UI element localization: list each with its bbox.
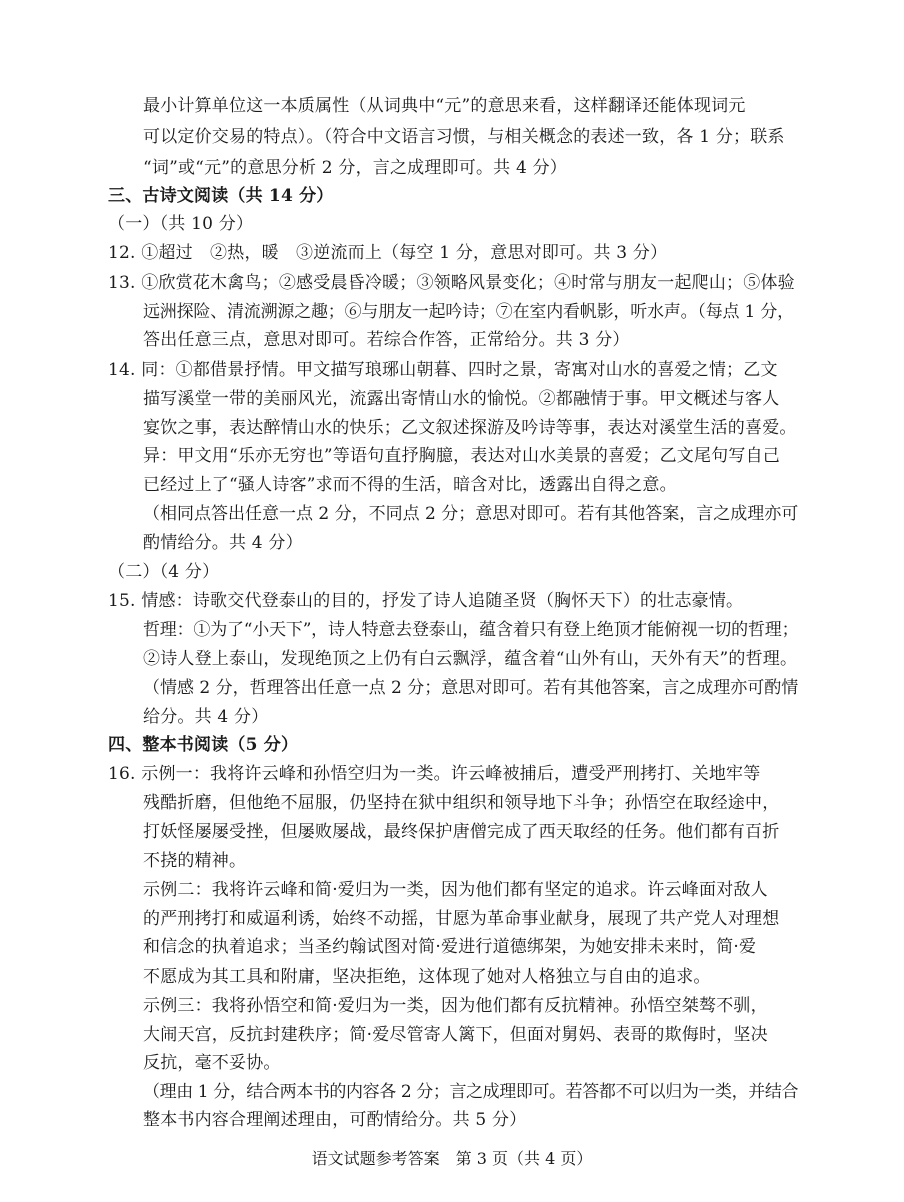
text-line: 可以定价交易的特点）。（符合中文语言习惯，与相关概念的表述一致，各 1 分；联系 — [143, 127, 785, 147]
text-line: 和信念的执着追求；当圣约翰试图对简·爱进行道德绑架，为她安排未来时，简·爱 — [143, 937, 757, 957]
text-line: （理由 1 分，结合两本书的内容各 2 分；言之成理即可。若答都不可以归为一类，并结合 — [143, 1082, 799, 1102]
text-line: 酌情给分。共 4 分） — [143, 533, 303, 553]
text-line: ②诗人登上泰山，发现绝顶之上仍有白云飘浮，蕴含着“山外有山，天外有天”的哲理。 — [143, 649, 798, 669]
text-line: 最小计算单位这一本质属性（从词典中“元”的意思来看，这样翻译还能体现词元 — [143, 96, 746, 116]
text-line: 异：甲文用“乐亦无穷也”等语句直抒胸臆，表达对山水美景的喜爱；乙文尾句写自己 — [143, 446, 780, 466]
text-line: 远洲探险、清流溯源之趣；⑥与朋友一起吟诗；⑦在室内看帆影，听水声。（每点 1 分， — [143, 302, 794, 322]
text-line: 哲理：①为了“小天下”，诗人特意去登泰山，蕴含着只有登上绝顶才能俯视一切的哲理； — [143, 620, 799, 640]
text-line: （相同点答出任意一点 2 分，不同点 2 分；意思对即可。若有其他答案，言之成理亦可 — [143, 504, 799, 524]
text-line: 已经过上了“骚人诗客”求而不得的生活，暗含对比，透露出自得之意。 — [143, 475, 677, 495]
page-footer: 语文试题参考答案 第 3 页（共 4 页） — [311, 1149, 593, 1168]
answer-13: 13. ①欣赏花木禽鸟；②感受晨昏冷暖；③领略风景变化；④时常与朋友一起爬山；⑤体验 — [108, 273, 795, 293]
answer-15: 15. 情感：诗歌交代登泰山的目的，抒发了诗人追随圣贤（胸怀天下）的壮志豪情。 — [108, 591, 744, 611]
text-line: 答出任意三点，意思对即可。若综合作答，正常给分。共 3 分） — [143, 330, 630, 350]
text-line: 不愿成为其工具和附庸，坚决拒绝，这体现了她对人格独立与自由的追求。 — [143, 967, 711, 987]
text-line: 打妖怪屡屡受挫，但屡败屡战，最终保护唐僧完成了西天取经的任务。他们都有百折 — [143, 822, 780, 842]
text-line: 宴饮之事，表达醉情山水的快乐；乙文叙述探游及吟诗等事，表达对溪堂生活的喜爱。 — [143, 418, 797, 438]
answer-12: 12. ①超过 ②热，暖 ③逆流而上（每空 1 分，意思对即可。共 3 分） — [108, 243, 668, 263]
text-line: 反抗，毫不妥协。 — [143, 1053, 281, 1073]
text-line: 示例三：我将孙悟空和简·爱归为一类，因为他们都有反抗精神。孙悟空桀骜不驯， — [143, 996, 768, 1016]
text-line: 示例二：我将许云峰和简·爱归为一类，因为他们都有坚定的追求。许云峰面对敌人 — [143, 880, 768, 900]
subsection-heading: （二）（4 分） — [108, 562, 220, 582]
text-line: 整本书内容合理阐述理由，可酌情给分。共 5 分） — [143, 1110, 527, 1130]
subsection-heading: （一）（共 10 分） — [108, 214, 254, 234]
text-line: 描写溪堂一带的美丽风光，流露出寄情山水的愉悦。②都融情于事。甲文概述与客人 — [143, 389, 780, 409]
text-line: “词”或“元”的意思分析 2 分，言之成理即可。共 4 分） — [143, 158, 568, 178]
text-line: 不挠的精神。 — [143, 851, 247, 871]
text-line: 的严刑拷打和威逼利诱，始终不动摇，甘愿为革命事业献身，展现了共产党人对理想 — [143, 909, 780, 929]
answer-16: 16. 示例一：我将许云峰和孙悟空归为一类。许云峰被捕后，遭受严刑拷打、关地牢等 — [108, 764, 761, 784]
text-line: 给分。共 4 分） — [143, 707, 269, 727]
text-line: 残酷折磨，但他绝不屈服，仍坚持在狱中组织和领导地下斗争；孙悟空在取经途中， — [143, 793, 780, 813]
section-heading: 三、古诗文阅读（共 14 分） — [108, 186, 334, 206]
answer-14: 14. 同：①都借景抒情。甲文描写琅琊山朝暮、四时之景，寄寓对山水的喜爱之情；乙文 — [108, 360, 778, 380]
text-line: （情感 2 分，哲理答出任意一点 2 分；意思对即可。若有其他答案，言之成理亦可酌情 — [143, 678, 799, 698]
section-heading: 四、整本书阅读（5 分） — [108, 735, 299, 755]
text-line: 大闹天宫，反抗封建秩序；简·爱尽管寄人篱下，但面对舅妈、表哥的欺侮时，坚决 — [143, 1025, 768, 1045]
